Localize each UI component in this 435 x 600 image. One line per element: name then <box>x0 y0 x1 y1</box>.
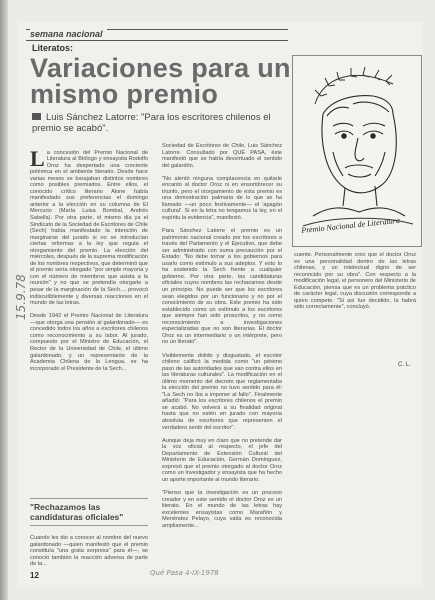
handwritten-stamp: Qué Pasa 4-IX-1978 <box>150 569 219 577</box>
page-edge-shadow <box>0 0 8 600</box>
subhead: "Rechazamos las candidaturas oficiales" <box>30 498 148 526</box>
article-column-2: Sociedad de Escritores de Chile, Luis Sánchez Latorre. Consultado por QUÉ PASA, éste manifestó que se había desvirtuado el sentido del galardón. "No alentó ninguna complacencia en quitarle encanto al doctor Oroz ni en ensombrecer su triunfo, pero el otorgamiento de esta premio es una demostración palmaria de lo que se ha llamado —un poco festivamente— el 'apagón cultural'. Si en la letra no tengamos la ley, en el espíritu la evidencia", manifestó. Para Sánchez Latorre el premio es un patrimonio nacional creado por los escritores a través del Parlamento y el Ejecutivo, que debe ser administrado con suma precaución por el Estado: "No debe tomar a los gobiernos para usarlo como estímulo a sus adeptos. Y esto lo ha sostenido la Sech frente a cualquier gobierno. Por otra parte, las candidaturas oficiales cuyos nombres las rechazamos desde un principio. No puede ser que los escritores sean elegidos por un funcionario y no por el conocimiento de su obra. Este premio ha sido establecido como un estímulo a los escritores que siempre han sido proscritos, y no como reconocimiento a investigaciones especializadas que no son literarias. El doctor Oroz es un intermediario o un intérprete, pero no un literato". Visiblemente dolido y disgustado, el escritor chileno calificó la medida como "un pésimo paso de las autoridades que van contra ellos en las literaturas culturales". La modificación en el último momento del decreto que reglamentaba la elección del premio no tuvo sentido para él: "La Sech no iba a imponer al fallo". Finalmente añadió: "Para los escritores chilenos el premio se acabó. No volverá a su finalidad original hasta que no estén en jurado con mayoría absoluta de escritores que representen el verdadero sentir del escritor". Aunque deja muy en claro que no pretende dar la voz oficial al respecto, el jefe del Departamento de Extensión Cultural del Ministerio de Educación, Germán Domínguez, expresó que el premio otorgado al doctor Oroz como un investigador y ensayista que ha hecho un aporte importante al mundo literario. "Pienso que la investigación es un proceso creador y en este sentido el doctor Oroz es un literato. En el mundo de las letras hay excelentes ensayistas como Marañón y Menéndez Pelayo, cuya valía es reconocida ampliamente... <box>162 143 282 529</box>
handwritten-margin-note: 15.9.78 <box>14 274 28 320</box>
column-1-text: a concesión del Premio Nacional de Literatura al Biólogo y ensayista Rodolfo Oroz ha despertado una creciente polémica en el ambiente literario. Desde hace varias meses se barajaban distintos nombres como posibles premiados. Entre ellos, el conocido crítico literario Alone había manifestado sus preferencias el domingo anterior a la elección en su columna de El Mercurio (María Luisa Bombal, Andrés Sabella). Por otra parte, el mismo día ya el Sindicato de la Sociedad de Escritores de Chile (Sech) había manifestado la intención de marginarse del jurado si no se introducían ciertas reformas a la ley que regula el otorgamiento del premio. La elección del miércoles, después de la suprema modificación de los nombres respectivos, que determinó que el premio sería otorgado "por simple mayoría y con el número de miembros que asista a la reunión" y no que se pretendía otorgarle a pesar de la marginación de la Sech..., provocó indiscutiblemente y diversas reacciones en el mundo de las letras. Desde 1942 el Premio Nacional de Literatura —que otorga una pensión al galardonado— es concedido todos los años a escritores chilenos como reconocimiento a su labor. Al jurado, compuesto por el Ministro de Educación, el Rector de la Universidad de Chile, el último galardonado, y un representante de la Academia Chilena de la Lengua, se ha incorporado el Presidente de la Sech... <box>30 149 148 372</box>
portrait-illustration <box>292 55 422 247</box>
article-column-1 <box>30 143 148 372</box>
byline-text: Luis Sánchez Latorre: "Para los escritores chilenos el premio se acabó". <box>32 112 271 134</box>
article-column-3: cuente. Personalmente creo que el doctor Oroz es una personalidad dentro de las letras chilenas, y un intelectual digno de ser reconocido por su obra". Con respecto a la modificación legal, el personero del Ministerio de Educación, piensa que es un problema práctico de carácter legal, cuya discusión corresponde a quien compete. "Si así fue decidido, la habrá sido correctamente", concluyó. <box>294 252 416 311</box>
kicker: Literatos: <box>32 43 74 53</box>
dropcap: L <box>30 145 45 171</box>
headline: Variaciones para un mismo premio <box>30 53 291 109</box>
bullet-square-icon <box>32 113 41 120</box>
section-label: semana nacional <box>30 29 107 39</box>
page-number: 12 <box>30 571 39 580</box>
author-initials: C. L. <box>398 362 411 368</box>
portrait-caption: Premio Nacional de Literatura <box>300 215 401 236</box>
byline <box>32 112 292 134</box>
article-column-1-continued: Cuando les dio a conocer al nombre del nuevo galardonado —quien manifestó que el premio constituía "una grata sorpresa" para él—, se conoció también la reacción adversa de parte de la... <box>30 535 148 568</box>
